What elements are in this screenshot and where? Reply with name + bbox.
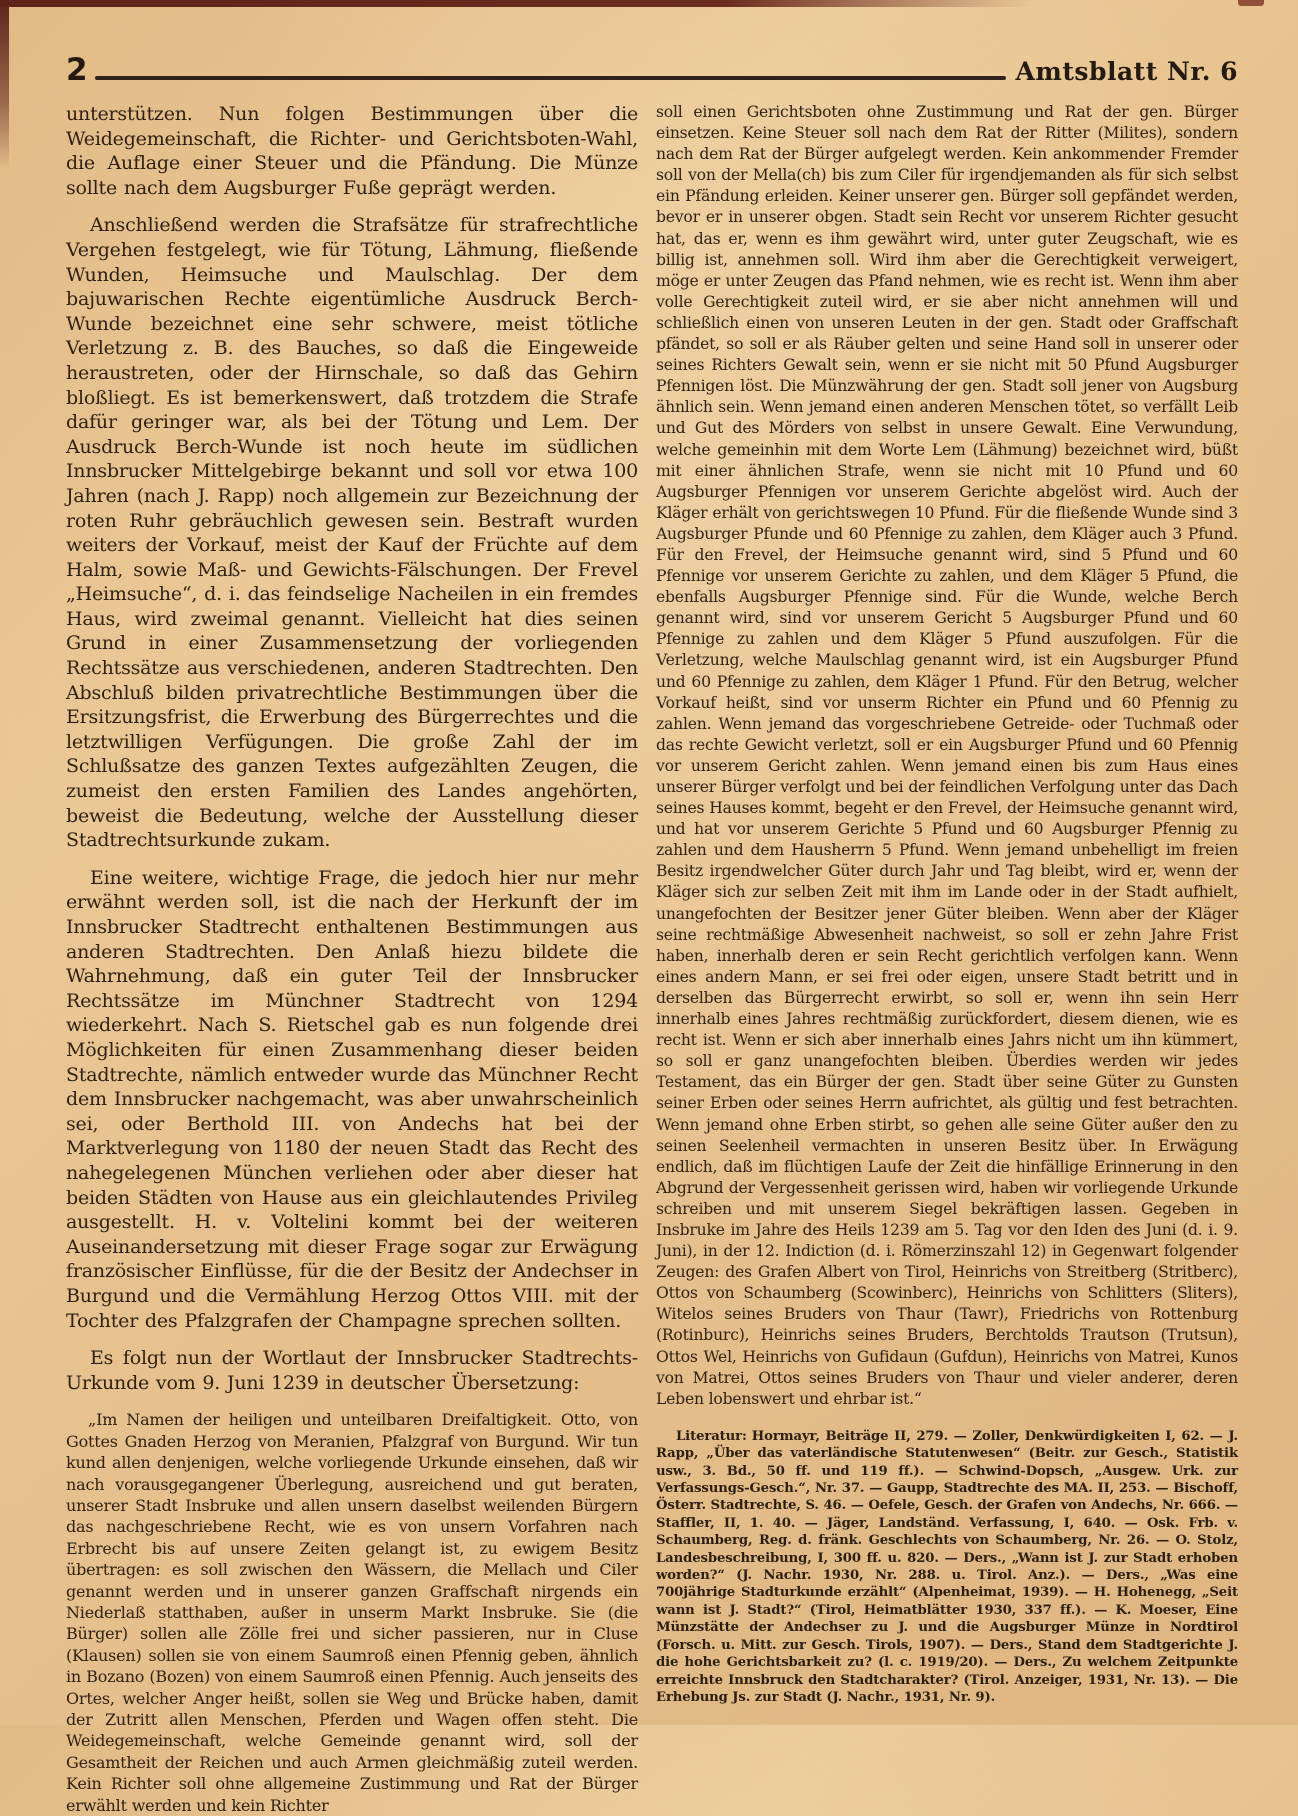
two-column-layout [66, 102, 1238, 1816]
paragraph-continuation: unterstützen. Nun folgen Bestimmungen über die Weidegemeinschaft, die Richter- und Gerichtsboten-Wahl, die Auflage einer Steuer und die Pfändung. Die Münze sollte nach dem Augsburger Fuße geprägt werden. [66, 103, 638, 199]
paragraph-origin-question: Eine weitere, wichtige Frage, die jedoch hier nur mehr erwähnt werden soll, ist die nach der Herkunft der im Innsbrucker Stadtrecht enthaltenen Bestimmungen aus anderen Stadtrechten. Den Anlaß hiezu bildete die Wahrnehmung, daß ein guter Teil der Innsbrucker Rechtssätze im Münchner Stadtrecht von 1294 wiederkehrt. Nach S. Rietschel gab es nun folgende drei Möglichkeiten für einen Zusammenhang dieser beiden Stadtrechte, nämlich entweder wurde das Münchner Recht dem Innsbrucker nachgemacht, was aber unwahrscheinlich sei, oder Berthold III. von Andechs hat bei der Marktverlegung von 1180 der neuen Stadt das Recht des nahegelegenen München verliehen oder aber dieser hat beiden Städten von Hause aus ein gleichlautendes Privileg ausgestellt. H. v. Voltelini kommt bei der weiteren Auseinandersetzung mit dieser Frage sogar zur Erwägung französischer Einflüsse, für die der Besitz der Andechser in Burgund und die Vermählung Herzog Ottos VIII. mit der Tochter des Pfalzgrafen der Champagne sprechen sollten. [66, 866, 638, 1332]
left-column [66, 102, 638, 1816]
right-column [656, 102, 1238, 1816]
literature-text: Hormayr, Beiträge II, 279. — Zoller, Denkwürdigkeiten I, 62. — J. Rapp, „Über das vaterländische Statutenwesen“ (Beitr. zur Gesch., Statistik usw., 3. Bd., 50 ff. und 119 ff.). — Schwind-Dopsch, „Ausgew. Urk. zur Verfassungs-Gesch.“, Nr. 37. — Gaupp, Stadtrechte des MA. II, 253. — Bischoff, Österr. Stadtrechte, S. 46. — Oefele, Gesch. der Grafen von Andechs, Nr. 666. — Staffler, II, 1. 40. — Jäger, Landständ. Verfassung, I, 640. — Osk. Frb. v. Schaumberg, Reg. d. fränk. Geschlechts von Schaumberg, Nr. 26. — O. Stolz, Landesbeschreibung, I, 300 ff. u. 820. — Ders., „Wann ist J. zur Stadt erhoben worden?“ (J. Nachr. 1930, Nr. 288. u. Tirol. Anz.). — Ders., „Was eine 700jährige Stadturkunde erzählt“ (Alpenheimat, 1939). — H. Hohenegg, „Seit wann ist J. Stadt?“ (Tirol, Heimatblätter 1930, 337 ff.). — K. Moeser, Eine Münzstätte der Andechser zu J. und die Augsburger Münze in Nordtirol (Forsch. u. Mitt. zur Gesch. Tirols, 1907). — Ders., Stand dem Stadtgerichte J. die hohe Gerichtsbarkeit zu? (l. c. 1919/20). — Ders., Zu welchem Zeitpunkte erreichte Innsbruck den Stadtcharakter? (Tirol. Anzeiger, 1931, Nr. 13). — Die Erhebung Js. zur Stadt (J. Nachr., 1931, Nr. 9). [656, 1428, 1238, 1705]
paragraph-penal-provisions: Anschließend werden die Strafsätze für strafrechtliche Vergehen festgelegt, wie für Tötung, Lähmung, fließende Wunden, Heimsuche und Maulschlag. Der dem bajuwarischen Rechte eigentümliche Ausdruck Berch-Wunde bezeichnet eine sehr schwere, meist tötliche Verletzung z. B. des Bauches, so daß die Eingeweide heraustreten, oder der Hirnschale, so daß das Gehirn bloßliegt. Es ist bemerkenswert, daß trotzdem die Strafe dafür geringer war, als bei der Tötung und Lem. Der Ausdruck Berch-Wunde ist noch heute im südlichen Innsbrucker Mittelgebirge bekannt und soll vor etwa 100 Jahren (nach J. Rapp) noch allgemein zur Bezeichnung der roten Ruhr gebräuchlich gewesen sein. Bestraft wurden weiters der Vorkauf, meist der Kauf der Früchte auf dem Halm, sowie Maß- und Gewichts-Fälschungen. Der Frevel „Heimsuche“, d. i. das feindselige Nacheilen in ein fremdes Haus, wird zweimal genannt. Vielleicht hat dies seinen Grund in einer Zusammensetzung der vorliegenden Rechtssätze aus verschiedenen, anderen Stadtrechten. Den Abschluß bilden privatrechtliche Bestimmungen über die Ersitzungsfrist, die Erwerbung des Bürgerrechtes und die letztwilligen Verfügungen. Die große Zahl der im Schlußsatze des ganzen Textes aufgezählten Zeugen, die zumeist den ersten Familien des Landes angehörten, beweist die Bedeutung, welche der Ausstellung dieser Stadtrechtsurkunde zukam. [66, 214, 638, 852]
page-header [66, 42, 1238, 88]
header-rule [95, 76, 1006, 80]
masthead-title: Amtsblatt Nr. 6 [1015, 57, 1238, 86]
literature-references [656, 1428, 1238, 1707]
paragraph-charter-intro: Es folgt nun der Wortlaut der Innsbrucker Stadtrechts-Urkunde vom 9. Juni 1239 in deutscher Übersetzung: [66, 1347, 638, 1394]
charter-translation-part2: soll einen Gerichtsboten ohne Zustimmung und Rat der gen. Bürger einsetzen. Keine Steuer soll nach dem Rat der Ritter (Milites), sondern nach dem Rat der Bürger aufgelegt werden. Kein ankommender Fremder soll von der Mella(ch) bis zum Ciler für irgendjemanden als für sich selbst ein Pfändung erleiden. Keiner unserer gen. Bürger soll gepfändet werden, bevor er in unserer obgen. Stadt sein Recht vor unserem Richter gesucht hat, das er, wenn es ihm gewährt wird, unter guter Zeugschaft, wie es billig ist, annehmen soll. Wird ihm aber die Gerechtigkeit verweigert, möge er unter Zeugen das Pfand nehmen, wie es recht ist. Wenn ihm aber volle Gerechtigkeit zuteil wird, er sie aber nicht annehmen will und schließlich einen von unseren Leuten in der gen. Stadt oder Graffschaft pfändet, so soll er als Räuber gelten und seine Hand soll in unserer oder seines Richters Gewalt sein, wenn er sie nicht mit 50 Pfund Augsburger Pfennigen löst. Die Münzwährung der gen. Stadt soll jener von Augsburg ähnlich sein. Wenn jemand einen anderen Menschen tötet, so verfällt Leib und Gut des Mörders von selbst in unsere Gewalt. Eine Verwundung, welche gemeinhin mit dem Worte Lem (Lähmung) bezeichnet wird, büßt mit einer ähnlichen Strafe, wenn sie nicht mit 10 Pfund und 60 Augsburger Pfennigen vor unserem Gerichte abgelöst wird. Auch der Kläger erhält von gerichtswegen 10 Pfund. Für die fließende Wunde sind 3 Augsburger Pfunde und 60 Pfennige zu zahlen, dem Kläger auch 3 Pfund. Für den Frevel, der Heimsuche genannt wird, sind 5 Pfund und 60 Pfennige vor unserem Gerichte zu zahlen, und dem Kläger 5 Pfund, die ebenfalls Augsburger Pfennige sind. Für die Wunde, welche Berch genannt wird, sind vor unserem Gericht 5 Augsburger Pfund und 60 Pfennige zu zahlen und dem Kläger 5 Pfund auszufolgen. Für die Verletzung, welche Maulschlag genannt wird, ist ein Augsburger Pfund und 60 Pfennige zu zahlen, dem Kläger 1 Pfund. Für den Betrug, welcher Vorkauf heißt, sind vor unserm Richter ein Pfund und 60 Pfennig zu zahlen. Wenn jemand das vorgeschriebene Getreide- oder Tuchmaß oder das rechte Gewicht verletzt, soll er ein Augsburger Pfund und 60 Pfennig vor unserem Gericht zahlen. Wenn jemand einen bis zum Haus eines unserer Bürger verfolgt und bei der feindlichen Verfolgung unter das Dach seines Hauses kommt, begeht er den Frevel, der Heimsuche genannt wird, und hat vor unserem Gerichte 5 Pfund und 60 Augsburger Pfennig zu zahlen und dem Hausherrn 5 Pfund. Wenn jemand unbehelligt im freien Besitz irgendwelcher Güter durch Jahr und Tag bleibt, wird er, wenn der Kläger sich zur selben Zeit mit ihm im Lande oder in der Stadt aufhielt, unangefochten der Besitzer jener Güter bleiben. Wenn aber der Kläger seine rechtmäßige Abwesenheit nachweist, so soll er zehn Jahre Frist haben, innerhalb deren er sein Recht gerichtlich verfolgen kann. Wenn eines andern Mann, er sei frei oder eigen, unsere Stadt betritt und in derselben das Bürgerrecht erwirbt, so soll er, wenn ihn sein Herr innerhalb eines Jahres rechtmäßig zurückfordert, diesem dienen, wie es recht ist. Wenn er sich aber innerhalb eines Jahrs nicht um ihn kümmert, so soll er ganz unangefochten bleiben. Überdies werden wir jedes Testament, das ein Bürger der gen. Stadt über seine Güter zu Gunsten seiner Erben oder seines Herrn aufrichtet, als gültig und fest betrachten. Wenn jemand ohne Erben stirbt, so gehen alle seine Güter außer den zu seinen Seelenheil vermachten in unseren Besitz über. In Erwägung endlich, daß im flüchtigen Laufe der Zeit die hinfällige Erinnerung in den Abgrund der Vergessenheit gerissen wird, haben wir vorliegende Urkunde schreiben und mit unserem Siegel bekräftigen lassen. Gegeben in Insbruke im Jahre des Heils 1239 am 5. Tag vor den Iden des Juni (d. i. 9. Juni), in der 12. Indiction (d. i. Römerzinszahl 12) in Gegenwart folgender Zeugen: des Grafen Albert von Tirol, Heinrichs von Streitberg (Stritberc), Ottos von Schaumberg (Scowinberc), Heinrichs von Schlitters (Sliters), Witelos seines Bruders von Thaur (Tawr), Friedrichs von Rottenburg (Rotinburc), Heinrichs seines Bruders, Berchtolds Trautson (Trutsun), Ottos Wel, Heinrichs von Gufidaun (Gufdun), Heinrichs von Matrei, Kunos von Matrei, Ottos seines Bruders von Thaur und vieler anderer, deren Leben lobenswert und ehrbar ist.“ [656, 103, 1238, 1408]
literature-label: Literatur: [676, 1428, 747, 1444]
page-number: 2 [66, 52, 89, 88]
charter-translation-part1: „Im Namen der heiligen und unteilbaren Dreifaltigkeit. Otto, von Gottes Gnaden Herzog von Meranien, Pfalzgraf von Burgund. Wir tun kund allen denjenigen, welche vorliegende Urkunde einsehen, daß wir nach vorausgegangener Überlegung, ausreichend und gut beraten, unserer Stadt Insbruke und allen unsern daselbst weilenden Bürgern das nachgeschriebene Recht, wie es von unsern Vorfahren nach Erbrecht bis auf unsere Zeiten gelangt ist, zu ewigem Besitz übertragen: es soll zwischen den Wässern, die Mellach und Ciler genannt werden und in unserer ganzen Graffschaft nirgends ein Niederlaß statthaben, außer in unserm Markt Insbruke. Sie (die Bürger) sollen alle Zölle frei und sicher passieren, nur in Cluse (Klausen) sollen sie von einem Saumroß einen Pfennig geben, ähnlich in Bozano (Bozen) von einem Saumroß einen Pfennig. Auch jenseits des Ortes, welcher Anger heißt, sollen sie Weg und Brücke haben, damit der Zutritt allen Menschen, Pferden und Wagen offen steht. Die Weidegemeinschaft, welche Gemeinde genannt wird, soll der Gesamtheit der Reichen und auch Armen gleichmäßig zuteil werden. Kein Richter soll ohne allgemeine Zustimmung und Rat der Bürger erwählt werden und kein Richter [66, 1410, 638, 1815]
